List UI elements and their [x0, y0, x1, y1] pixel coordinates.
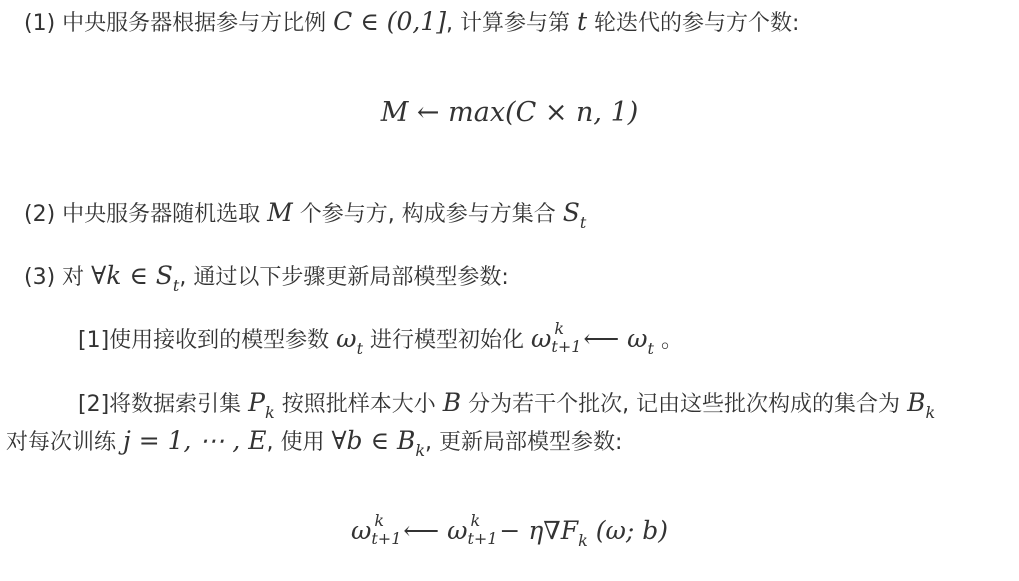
- equation-2-minus: −: [491, 516, 529, 545]
- sub-step-2-line-2-text-c: , 更新局部模型参数:: [425, 430, 623, 455]
- sub-step-1-text-c: 。: [653, 328, 683, 353]
- sub-step-2-line-2-math-2: ∀b ∈ B: [331, 426, 416, 455]
- equation-2-omega-rhs-sub: t+1: [467, 529, 498, 548]
- step-2-number: (2): [24, 202, 63, 227]
- step-3-math-sub: t: [172, 276, 180, 295]
- sub-step-2-text-c: 分为若干个批次, 记由这些批次构成的集合为: [461, 392, 908, 417]
- step-2-text: 中央服务器随机选取: [62, 202, 268, 227]
- sub-step-1-omega-2-sup: k: [554, 319, 565, 338]
- equation-2-omega-sup: k: [374, 511, 385, 530]
- sub-step-2-Bk-sub: k: [925, 403, 936, 422]
- sub-step-2-line-2: [6, 428, 622, 459]
- equation-2-omega-rhs: ω: [447, 516, 468, 545]
- equation-2-omega-rhs-sup: k: [470, 511, 481, 530]
- step-1: [24, 9, 799, 35]
- step-3-math: ∀k ∈ S: [91, 261, 173, 290]
- equation-2: [0, 511, 1019, 550]
- sub-step-2-line-2-math-2-sub: k: [415, 441, 426, 460]
- step-1-math-ratio: C ∈ (0,1]: [333, 7, 446, 36]
- equation-1: M ← max(C × n, 1): [380, 97, 639, 128]
- sub-step-2-B: B: [442, 388, 462, 417]
- sub-step-2-text: [2]将数据索引集: [78, 392, 249, 417]
- step-2-math-S: S: [562, 198, 580, 227]
- step-3-text-b: , 通过以下步骤更新局部模型参数:: [179, 265, 509, 290]
- sub-step-2-P: P: [248, 388, 265, 417]
- step-2-math-S-sub: t: [579, 213, 587, 232]
- step-1-text-c: 轮迭代的参与方个数:: [586, 11, 800, 36]
- step-3: [24, 263, 509, 294]
- sub-step-1-omega-3-sub: t: [647, 339, 654, 358]
- equation-2-omega-sub: t+1: [371, 529, 402, 548]
- sub-step-1-omega-sub: t: [356, 339, 363, 358]
- sub-step-1-text: [1]使用接收到的模型参数: [78, 328, 337, 353]
- step-3-number: (3): [24, 265, 63, 290]
- sub-step-2-line-2-text: 对每次训练: [6, 430, 123, 455]
- step-2-text-b: 个参与方, 构成参与方集合: [292, 202, 563, 227]
- sub-step-1-omega-3: ω: [627, 324, 648, 353]
- step-1-math-t: t: [576, 7, 587, 36]
- sub-step-1-arrow: ⟵: [575, 324, 628, 353]
- sub-step-1-omega-2-sub: t+1: [551, 337, 582, 356]
- sub-step-2-P-sub: k: [265, 403, 275, 422]
- sub-step-2-line-2-math: j = 1, ⋯ , E: [123, 426, 267, 455]
- equation-2-arrow: ⟵: [395, 516, 448, 545]
- sub-step-2: [78, 390, 935, 421]
- equation-2-omega: ω: [350, 516, 372, 545]
- sub-step-1-omega: ω: [336, 324, 357, 353]
- sub-step-2-text-b: 按照批样本大小: [274, 392, 443, 417]
- sub-step-1-text-b: 进行模型初始化: [363, 328, 531, 353]
- step-1-number: (1): [24, 11, 63, 36]
- sub-step-1-omega-2: ω: [531, 324, 552, 353]
- sub-step-2-line-2-text-b: , 使用: [266, 430, 332, 455]
- sub-step-1: [78, 319, 683, 358]
- equation-2-gradient: η∇F: [528, 516, 579, 545]
- step-1-text-b: , 计算参与第: [445, 11, 577, 36]
- step-1-text: 中央服务器根据参与方比例: [62, 11, 334, 36]
- step-2: [24, 200, 586, 231]
- sub-step-2-Bk: B: [907, 388, 926, 417]
- step-2-math-M: M: [267, 198, 293, 227]
- equation-2-args: (ω; b): [587, 516, 669, 545]
- step-3-text: 对: [62, 265, 92, 290]
- equation-2-gradient-sub: k: [578, 531, 588, 550]
